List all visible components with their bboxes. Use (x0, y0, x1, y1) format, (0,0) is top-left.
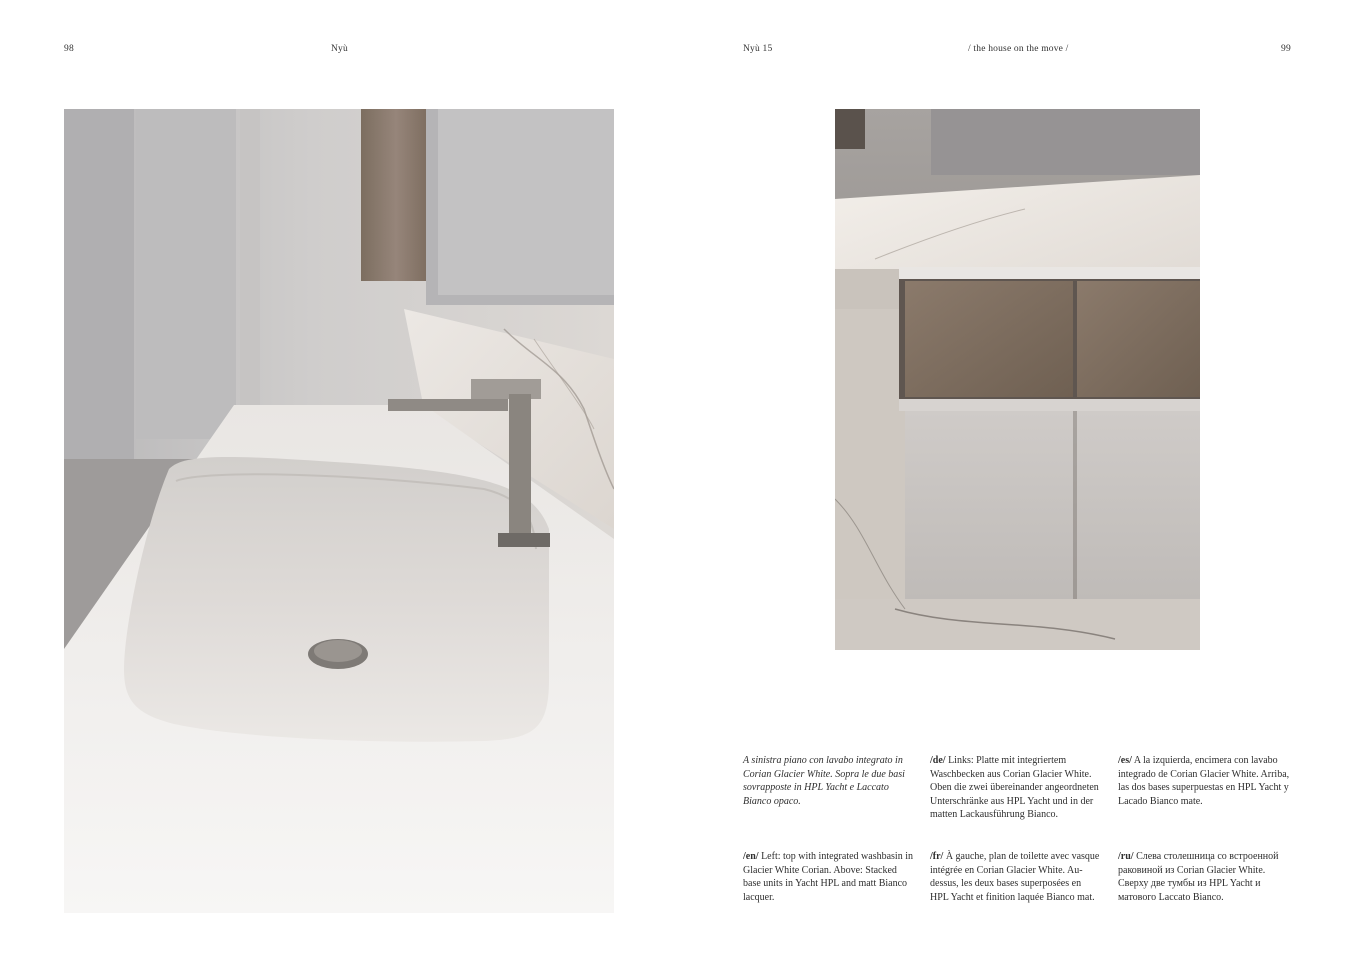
washbasin-photo (64, 109, 614, 913)
vanity-photo (835, 109, 1200, 650)
page-number-left: 98 (64, 44, 74, 54)
caption-text: A la izquierda, encimera con lavabo integrado de Corian Glacier White. Arriba, las dos bases superpuestas en HPL Yacht y Lacado Bianco mate. (1118, 755, 1290, 807)
caption-lang-label: /de/ (930, 755, 946, 766)
caption-lang-label: /es/ (1118, 755, 1132, 766)
section-title: / the house on the move / (968, 44, 1069, 54)
caption-text: À gauche, plan de toilette avec vasque intégrée en Corian Glacier White. Au-dessus, les deux bases superposées en HPL Yacht et finition laquée Bianco mat. (930, 851, 1100, 903)
page-number-right: 99 (1281, 44, 1291, 54)
caption-text: Слева столешница со встроенной раковиной из Corian Glacier White. Сверху две тумбы из HPL Yacht и матового Laccato Bianco. (1118, 851, 1279, 903)
caption-lang-label: /ru/ (1118, 851, 1134, 862)
brand-label-left: Nyù (331, 44, 348, 54)
caption-text: Left: top with integrated washbasin in Glacier White Corian. Above: Stacked base units in Yacht HPL and matt Bianco lacquer. (743, 851, 913, 903)
caption-spanish (1118, 754, 1290, 808)
brand-label-right: Nyù 15 (743, 44, 773, 54)
caption-lang-label: /fr/ (930, 851, 944, 862)
caption-german (930, 754, 1102, 822)
caption-lang-label: /en/ (743, 851, 759, 862)
caption-text: Links: Platte mit integriertem Waschbecken aus Corian Glacier White. Oben die zwei übereinander angeordneten Unterschränke aus HPL Yacht und in der matten Lackausführung Bianco. (930, 755, 1099, 821)
caption-italian: A sinistra piano con lavabo integrato in Corian Glacier White. Sopra le due basi sovrapposte in HPL Yacht e Laccato Bianco opaco. (743, 755, 905, 807)
caption-french (930, 850, 1102, 904)
caption-english (743, 850, 915, 904)
caption-russian (1118, 850, 1290, 904)
